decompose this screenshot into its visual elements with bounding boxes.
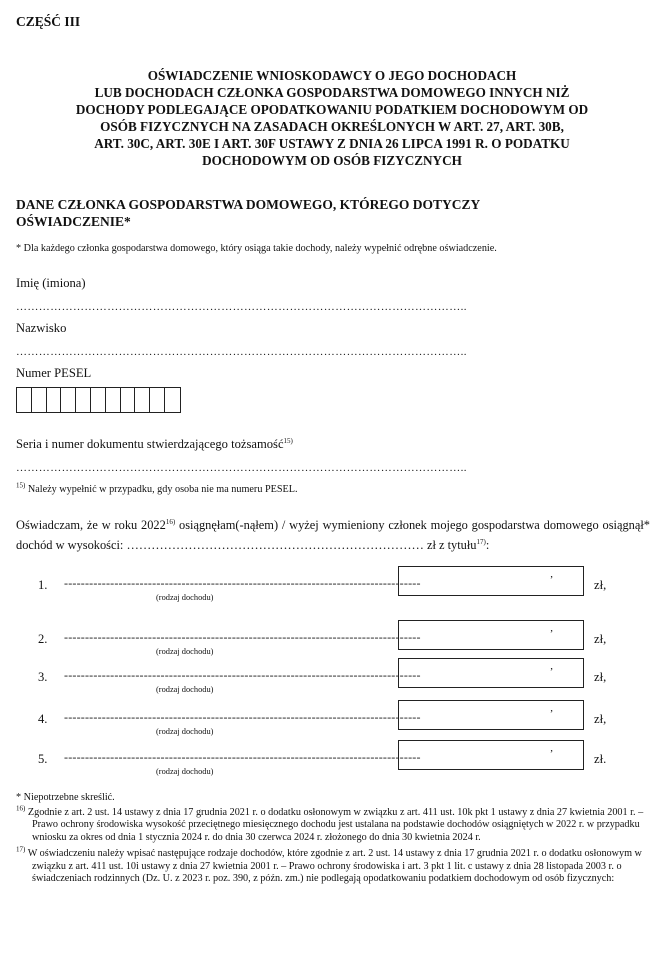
footnote-15-text: Należy wypełnić w przypadku, gdy osoba nie ma numeru PESEL.	[25, 484, 298, 495]
id-document-label-text: Seria i numer dokumentu stwierdzającego tożsamość	[16, 437, 284, 451]
pesel-digit-box[interactable]	[91, 388, 106, 412]
income-amount-box[interactable]	[398, 620, 584, 650]
first-name-label: Imię (imiona)	[16, 276, 86, 290]
footnote-17	[16, 845, 650, 886]
row-number: 2.	[38, 632, 48, 646]
title-line: OŚWIADCZENIE WNIOSKODAWCY O JEGO DOCHODACH	[147, 68, 517, 83]
income-kind-caption: (rodzaj dochodu)	[156, 593, 214, 602]
first-name-field[interactable]: ………………………………………………………………………………………………………..	[16, 301, 467, 313]
currency-unit: zł,	[594, 578, 607, 592]
pesel-digit-box[interactable]	[47, 388, 62, 412]
form-title	[20, 67, 644, 169]
footnote-ref: 17)	[16, 845, 26, 854]
income-amount-box[interactable]	[398, 700, 584, 730]
row-number: 4.	[38, 712, 48, 726]
statement-part: osiągnęłam(-nąłem) / wyżej wymieniony członek mojego gospodarstwa domowego osiągnął* dochód w wysokości: ……………………………………………………………… zł z tytułu	[16, 518, 650, 552]
section-note: * Dla każdego członka gospodarstwa domowego, który osiąga takie dochody, należy wypełnić odrębne oświadczenie.	[16, 243, 497, 254]
pesel-digit-box[interactable]	[150, 388, 165, 412]
income-row	[0, 568, 664, 618]
statement-part: Oświadczam, że w roku 2022	[16, 518, 166, 532]
income-kind-caption: (rodzaj dochodu)	[156, 727, 214, 736]
income-kind-caption: (rodzaj dochodu)	[156, 767, 214, 776]
currency-unit: zł,	[594, 632, 607, 646]
decimal-comma: ,	[550, 702, 553, 714]
statement-part: :	[485, 538, 490, 552]
footnote-ref: 16)	[165, 517, 176, 526]
income-kind-field[interactable]: -------------------------------------------------------------------------------------	[64, 576, 421, 590]
income-row	[0, 742, 664, 792]
pesel-digit-box[interactable]	[121, 388, 136, 412]
footnote-16	[16, 804, 650, 845]
title-line: ART. 30C, ART. 30E I ART. 30F USTAWY Z DNIA 26 LIPCA 1991 R. O PODATKU	[94, 136, 570, 151]
row-number: 3.	[38, 670, 48, 684]
decimal-comma: ,	[550, 742, 553, 754]
decimal-comma: ,	[550, 568, 553, 580]
pesel-digit-box[interactable]	[76, 388, 91, 412]
footnote-ref: 15)	[16, 481, 26, 490]
footnote-strike: * Niepotrzebne skreślić.	[16, 792, 115, 803]
income-kind-field[interactable]: -------------------------------------------------------------------------------------	[64, 710, 421, 724]
currency-unit: zł.	[594, 752, 607, 766]
last-name-label: Nazwisko	[16, 321, 67, 335]
pesel-digit-box[interactable]	[32, 388, 47, 412]
currency-unit: zł,	[594, 712, 607, 726]
pesel-label: Numer PESEL	[16, 366, 92, 380]
pesel-digit-box[interactable]	[106, 388, 121, 412]
title-line: OSÓB FIZYCZNYCH NA ZASADACH OKREŚLONYCH W ART. 27, ART. 30B,	[100, 119, 564, 134]
income-amount-box[interactable]	[398, 740, 584, 770]
footnote-17-text: W oświadczeniu należy wpisać następujące rodzaje dochodów, które zgodnie z art. 2 ust. 14 ustawy z dnia 17 grudnia 2021 r. o dodatku osłonowym w związku z art. 411 ust. 10i ustawy z dnia 27 kwietnia 2001 r. – Prawo ochrony środowiska i art. 3 pkt 1 lit. c ustawy z dnia 28 listopada 2003 r. o świadczeniach rodzinnych (Dz. U. z 2023 r. poz. 390, z późn. zm.) nie podlegają opodatkowaniu podatkiem dochodowym od osób fizycznych:	[25, 848, 642, 884]
section-title	[16, 196, 576, 230]
decimal-comma: ,	[550, 660, 553, 672]
id-document-field[interactable]: ………………………………………………………………………………………………………..	[16, 462, 467, 474]
income-kind-field[interactable]: -------------------------------------------------------------------------------------	[64, 750, 421, 764]
income-kind-caption: (rodzaj dochodu)	[156, 685, 214, 694]
last-name-field[interactable]: ………………………………………………………………………………………………………..	[16, 346, 467, 358]
income-kind-field[interactable]: -------------------------------------------------------------------------------------	[64, 668, 421, 682]
section-title-line: OŚWIADCZENIE*	[16, 214, 131, 229]
footnote-16-text: Zgodnie z art. 2 ust. 14 ustawy z dnia 17 grudnia 2021 r. o dodatku osłonowym w związku z art. 411 ust. 10k pkt 1 ustawy z dnia 27 kwietnia 2001 r. – Prawo ochrony środowiska wysokość przeciętnego miesięcznego dochodu jest ustalana na podstawie dochodów osiągniętych w 2022 r. w przypadku wniosku za okres od dnia 1 stycznia 2024 r. do dnia 30 czerwca 2024 r. złożonego do dnia 30 kwietnia 2024 r.	[25, 806, 644, 843]
title-line: LUB DOCHODACH CZŁONKA GOSPODARSTWA DOMOWEGO INNYCH NIŻ	[94, 85, 570, 100]
footnote-ref: 16)	[16, 804, 26, 813]
footnote-15	[16, 481, 298, 495]
income-amount-box[interactable]	[398, 566, 584, 596]
row-number: 5.	[38, 752, 48, 766]
footnote-ref: 17)	[476, 537, 486, 546]
income-kind-caption: (rodzaj dochodu)	[156, 647, 214, 656]
title-line: DOCHODY PODLEGAJĄCE OPODATKOWANIU PODATKIEM DOCHODOWYM OD	[75, 102, 589, 117]
pesel-digit-box[interactable]	[135, 388, 150, 412]
income-statement	[16, 515, 650, 555]
part-label: CZĘŚĆ III	[16, 14, 81, 29]
row-number: 1.	[38, 578, 48, 592]
decimal-comma: ,	[550, 622, 553, 634]
title-line: DOCHODOWYM OD OSÓB FIZYCZNYCH	[202, 153, 462, 168]
pesel-boxes[interactable]	[16, 387, 181, 413]
currency-unit: zł,	[594, 670, 607, 684]
income-kind-field[interactable]: -------------------------------------------------------------------------------------	[64, 630, 421, 644]
footnote-ref: 15)	[283, 436, 293, 445]
pesel-digit-box[interactable]	[61, 388, 76, 412]
pesel-digit-box[interactable]	[17, 388, 32, 412]
section-title-line: DANE CZŁONKA GOSPODARSTWA DOMOWEGO, KTÓREGO DOTYCZY	[16, 197, 481, 212]
footnotes	[16, 792, 650, 886]
id-document-label	[16, 437, 293, 452]
pesel-digit-box[interactable]	[165, 388, 180, 412]
income-amount-box[interactable]	[398, 658, 584, 688]
